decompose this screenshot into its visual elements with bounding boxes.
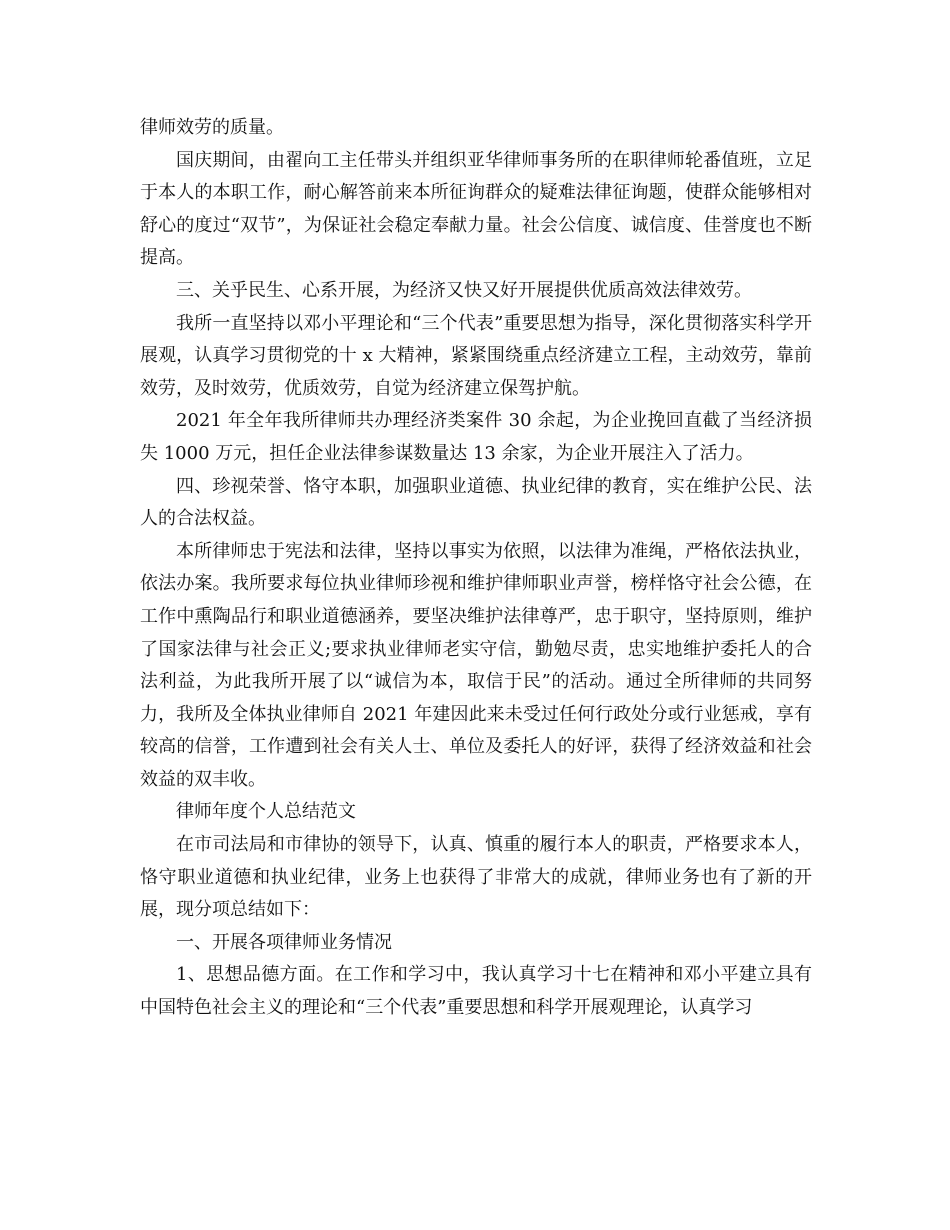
paragraph: 国庆期间，由翟向工主任带头并组织亚华律师事务所的在职律师轮番值班，立足于本人的本职工作，耐心解答前来本所征询群众的疑难法律征询题，使群众能够相对舒心的度过“双节”，为保证社会稳定奉献力量。社会公信度、诚信度、佳誉度也不断提高。 [140, 149, 812, 269]
paragraph: 我所一直坚持以邓小平理论和“三个代表”重要思想为指导，深化贯彻落实科学开展观，认真学习贯彻党的十 x 大精神，紧紧围绕重点经济建立工程，主动效劳，靠前效劳，及时效劳，优质效劳，自觉为经济建立保驾护航。 [140, 312, 812, 399]
section-heading: 三、关乎民生、心系开展，为经济又快又好开展提供优质高效法律效劳。 [176, 279, 752, 301]
paragraph: 在市司法局和市律协的领导下，认真、慎重的履行本人的职责，严格要求本人，恪守职业道德和执业纪律，业务上也获得了非常大的成就，律师业务也有了新的开展，现分项总结如下： [140, 834, 812, 921]
paragraph: 2021 年全年我所律师共办理经济类案件 30 余起，为企业挽回直截了当经济损失 1000 万元，担任企业法律参谋数量达 13 余家，为企业开展注入了活力。 [140, 410, 812, 464]
paragraph: 律师效劳的质量。 [140, 117, 284, 138]
document-title: 律师年度个人总结范文 [176, 801, 356, 823]
paragraph: 1、思想品德方面。在工作和学习中，我认真学习十七在精神和邓小平建立具有中国特色社会主义的理论和“三个代表”重要思想和科学开展观理论，认真学习 [140, 964, 812, 1019]
paragraph: 本所律师忠于宪法和法律，坚持以事实为依照，以法律为准绳，严格依法执业，依法办案。我所要求每位执业律师珍视和维护律师职业声誉，榜样恪守社会公德，在工作中熏陶品行和职业道德涵养，要坚决维护法律尊严，忠于职守，坚持原则，维护了国家法律与社会正义;要求执业律师老实守信，勤勉尽责，忠实地维护委托人的合法利益，为此我所开展了以“诚信为本，取信于民”的活动。通过全所律师的共同努力，我所及全体执业律师自 2021 年建因此来未受过任何行政处分或行业惩戒，享有较高的信誉，工作遭到社会有关人士、单位及委托人的好评，获得了经济效益和社会效益的双丰收。 [140, 540, 812, 790]
section-heading: 四、珍视荣誉、恪守本职，加强职业道德、执业纪律的教育，实在维护公民、法人的合法权益。 [140, 475, 812, 530]
section-heading: 一、开展各项律师业务情况 [176, 931, 392, 953]
document-body [140, 112, 812, 1025]
